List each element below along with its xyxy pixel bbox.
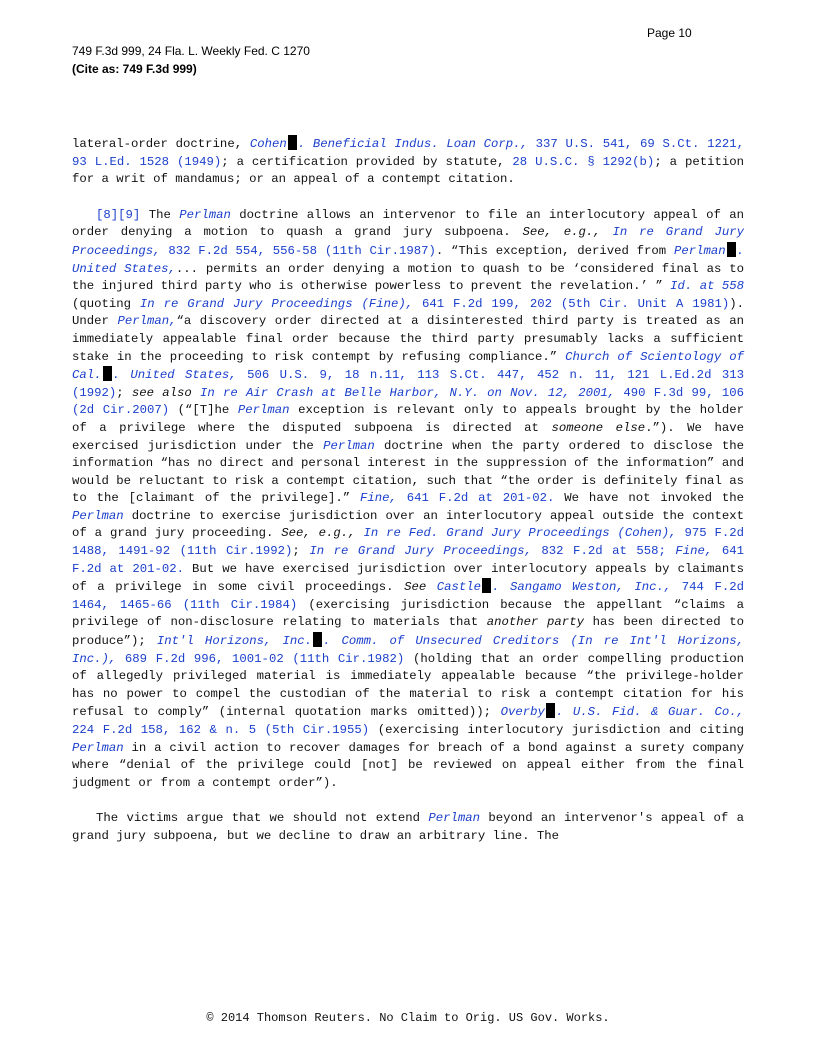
- paragraph-2: [72, 207, 744, 793]
- case-link-church[interactable]: Church of Scientology of Cal.: [72, 349, 744, 383]
- case-link-sangamo[interactable]: . Sangamo Weston, Inc.,: [492, 580, 672, 595]
- citation-link[interactable]: 641 F.2d at 201-02.: [72, 544, 744, 576]
- signal-text: See, e.g.,: [522, 225, 601, 240]
- text: The victims argue that we should not extend: [96, 811, 429, 826]
- text: (exercising interlocutory jurisdiction and citing: [369, 723, 744, 737]
- redaction-mark: [482, 578, 491, 593]
- paragraph-3: [72, 810, 744, 845]
- signal-text: see also: [131, 385, 192, 400]
- page-number: Page 10: [647, 26, 692, 40]
- text: beyond an intervenor's appeal of a grand jury subpoena, but we decline to draw an arbitrary line. The: [72, 811, 744, 843]
- case-link-castle[interactable]: Castle: [436, 580, 482, 595]
- signal-text: See: [404, 580, 427, 595]
- case-link-perlman[interactable]: Perlman: [237, 403, 290, 418]
- citation-link[interactable]: 490 F.3d 99, 106 (2d Cir.2007): [72, 385, 744, 418]
- redaction-mark: [313, 632, 322, 647]
- text: We have not invoked the: [554, 491, 744, 506]
- text: doctrine to exercise jurisdiction over an interlocutory appeal outside the context of a grand jury proceeding.: [72, 508, 744, 541]
- text: [601, 225, 613, 239]
- citation-link[interactable]: 641 F.2d 199, 202 (5th Cir. Unit A 1981): [413, 296, 730, 311]
- emphasis-text: someone else: [551, 420, 646, 435]
- case-link-intl-horizons[interactable]: Int'l Horizons, Inc.: [156, 634, 312, 649]
- case-link-grand-jury[interactable]: In re Grand Jury Proceedings,: [72, 225, 744, 258]
- text: “a discovery order directed at a disinterested third party is treated as an immediately appealable final order because the third party presumably lacks a sufficient stake in the proceeding to risk contempt by refusing compliance.”: [72, 314, 744, 364]
- case-link-usfg[interactable]: . U.S. Fid. & Guar. Co.,: [555, 705, 744, 720]
- text: [426, 580, 437, 594]
- text: [666, 544, 676, 558]
- text: lateral-order doctrine,: [72, 137, 250, 151]
- citation-link-cohen[interactable]: 337 U.S. 541, 69 S.Ct. 1221, 93 L.Ed. 1528 (1949): [72, 137, 744, 169]
- case-link-perlman[interactable]: Perlman: [428, 811, 480, 826]
- case-link-perlman[interactable]: Perlman: [323, 438, 375, 453]
- citation-line: 749 F.3d 999, 24 Fla. L. Weekly Fed. C 1270: [72, 44, 310, 58]
- text: (quoting: [72, 296, 140, 311]
- text: But we have exercised jurisdiction over interlocutory appeals by claimants of a privilege in some civil proceedings.: [72, 561, 744, 595]
- text: ;: [116, 385, 132, 400]
- text: has been directed to produce”);: [72, 615, 744, 649]
- text: (“[T]he: [169, 403, 238, 418]
- text: ; a certification provided by statute,: [221, 154, 513, 169]
- redaction-mark: [546, 703, 555, 718]
- text: doctrine allows an intervenor to file an interlocutory appeal of an order denying a motion to quash a grand jury subpoena.: [72, 207, 744, 240]
- text: . “This exception, derived from: [435, 243, 674, 258]
- paragraph-1: [72, 135, 744, 189]
- text: .”). We have exercised jurisdiction under the: [72, 420, 744, 453]
- case-link-fine[interactable]: Fine,: [675, 544, 713, 559]
- citation-link[interactable]: 641 F.2d at 201-02.: [396, 491, 555, 506]
- case-link-cohen-grand-jury[interactable]: In re Fed. Grand Jury Proceedings (Cohen),: [363, 526, 677, 541]
- cite-as-line: (Cite as: 749 F.3d 999): [72, 62, 197, 76]
- opinion-body: [72, 135, 744, 846]
- emphasis-text: another party: [486, 615, 584, 630]
- text: exception is relevant only to appeals brought by the holder of a privilege where the disputed subpoena is directed at: [72, 403, 744, 435]
- citation-link[interactable]: 224 F.2d 158, 162 & n. 5 (5th Cir.1955): [72, 723, 370, 737]
- case-link-perlman[interactable]: Perlman: [673, 243, 726, 258]
- case-link-id[interactable]: Id. at 558: [670, 279, 744, 294]
- text: ... permits an order denying a motion to quash to be ‘considered final as to the injured third party who is otherwise powerless to prevent the revelation.’ ”: [72, 261, 744, 294]
- case-link-united-states[interactable]: . United States,: [112, 368, 237, 383]
- footnote-link[interactable]: [8][9]: [96, 207, 141, 222]
- signal-text: See, e.g.,: [281, 526, 356, 541]
- case-link-grand-jury[interactable]: In re Grand Jury Proceedings,: [309, 544, 532, 559]
- redaction-mark: [727, 242, 736, 257]
- citation-link[interactable]: 832 F.2d at 558;: [531, 544, 666, 559]
- copyright-footer: © 2014 Thomson Reuters. No Claim to Orig. US Gov. Works.: [206, 1011, 610, 1025]
- text: (exercising jurisdiction because the appellant “claims a privilege of non-disclosure relating to materials that: [72, 597, 744, 630]
- case-link-cohen[interactable]: Cohen: [249, 137, 287, 151]
- case-link-air-crash[interactable]: In re Air Crash at Belle Harbor, N.Y. on Nov. 12, 2001,: [200, 385, 616, 400]
- redaction-mark: [103, 366, 112, 381]
- case-link-unsecured-creditors[interactable]: . Comm. of Unsecured Creditors (In re Int'l Horizons, Inc.),: [72, 634, 744, 666]
- text: ; a petition for a writ of mandamus; or an appeal of a contempt citation.: [72, 154, 744, 187]
- citation-link[interactable]: 975 F.2d 1488, 1491-92 (11th Cir.1992): [72, 526, 745, 559]
- case-link-perlman[interactable]: Perlman,: [117, 314, 177, 329]
- case-link-overby[interactable]: Overby: [500, 705, 545, 720]
- citation-link[interactable]: 689 F.2d 996, 1001-02 (11th Cir.1982): [116, 651, 405, 666]
- case-link-perlman[interactable]: Perlman: [72, 508, 124, 523]
- text: in a civil action to recover damages for breach of a bond against a surety company where “denial of the privilege could [not] be reviewed on appeal either from the final judgment or from a contempt order”).: [72, 740, 744, 790]
- case-link-beneficial[interactable]: . Beneficial Indus. Loan Corp.,: [297, 137, 528, 151]
- text: doctrine when the party ordered to disclose the information “has no direct and personal interest in the suppression of the information” and would be reluctant to risk a contempt citation, such that “the order is definitely final as to the [claimant of the privilege].”: [72, 438, 744, 506]
- text: ). Under: [72, 296, 744, 329]
- text: (holding that an order compelling production of allegedly privileged material is immediately appealable because “the privilege-holder has no power to compel the custodian of the material to risk a contempt citation for his refusal to comply” (internal quotation marks omitted));: [72, 651, 744, 720]
- case-link-fine[interactable]: In re Grand Jury Proceedings (Fine),: [139, 296, 414, 311]
- citation-link[interactable]: 832 F.2d 554, 556-58 (11th Cir.1987): [160, 243, 436, 258]
- statute-link[interactable]: 28 U.S.C. § 1292(b): [512, 154, 655, 169]
- redaction-mark: [288, 135, 297, 150]
- citation-link[interactable]: 506 U.S. 9, 18 n.11, 113 S.Ct. 447, 452 n. 11, 121 L.Ed.2d 313 (1992): [72, 368, 744, 400]
- citation-link[interactable]: 744 F.2d 1464, 1465-66 (11th Cir.1984): [72, 580, 744, 612]
- case-link-perlman[interactable]: Perlman: [72, 740, 124, 755]
- case-link-fine[interactable]: Fine,: [359, 491, 397, 506]
- text: The: [140, 207, 180, 222]
- text: ;: [292, 544, 310, 559]
- text: [192, 386, 200, 400]
- case-link-perlman[interactable]: Perlman: [179, 207, 231, 222]
- case-link-united-states[interactable]: . United States,: [72, 243, 744, 276]
